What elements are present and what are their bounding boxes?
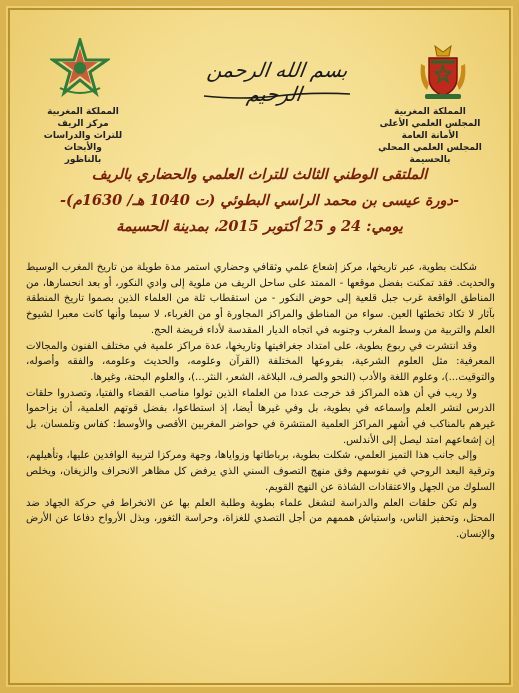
left-org-line: بالناظور bbox=[64, 155, 102, 165]
right-org-line: المجلس العلمي الأعلى bbox=[379, 119, 481, 129]
right-org-line: المجلس العلمي المحلي بالحسيمة bbox=[378, 143, 482, 165]
letterhead bbox=[6, 6, 513, 174]
left-org-line: مركز الريف bbox=[57, 119, 109, 129]
right-organization-block bbox=[365, 106, 495, 166]
body-paragraph: وقد انتشرت في ربوع بطوية، على امتداد جغرافيتها وتاريخها، عدة مراكز علمية في مختلف الفنون والمجالات المعرفية: مثل العلوم الشرعية، بفروعها المختلفة (القرآن وعلومه، والحديث وعلومه، والفقه وأصوله، والتوقيت...)، وعلوم اللغة والأدب (النحو والصرف، البلاغة، الشعر، النثر...)، والعلوم البحتة، وغيرها. bbox=[26, 340, 495, 383]
event-session: -دورة عيسى بن محمد الراسي البطوئي (ت 1040 هـ/ 1630م)- bbox=[59, 192, 460, 209]
basmala-calligraphy: بسم الله الرحمن الرحيم bbox=[205, 58, 350, 106]
left-org-line: للتراث والدراسات والأبحاث bbox=[43, 131, 123, 153]
body-paragraph: شكلت بطوية، عبر تاريخها، مركز إشعاع علمي وثقافي وحضاري استمر مدة طويلة من تاريخ المغرب الوسيط والحديث. فقد تمكنت بفضل موقعها - الممتد على ساحل الريف من ملوية إلى وادي النكور، أو بعد انحسارها، من المناطق الواقعة غرب جبل قلعية إلى حوض النكور - من استقطاب ثلة من العلماء الذين بصموا تاريخ المنطقة بآثار لا تكاد تخطئها العين. سواء من المناطق والمراكز المجاورة أو من الغرباء، لا سيما وأنها كانت معبرا لشيوخ العلم والتربية من وسط المغرب وجنوبه في اتجاه الديار المقدسة لأداء فريضة الحج. bbox=[26, 262, 495, 336]
event-date-location: يومي: 24 و 25 أكتوبر 2015، بمدينة الحسيمة bbox=[116, 218, 403, 235]
calligraphy-underline-stroke bbox=[202, 90, 352, 100]
body-paragraph: ولم تكن حلقات العلم والدراسة لتشغل علماء بطوية وطلبة العلم بها عن الانخراط في حركة الجهاد ضد المحتل، وتحفيز الناس، واستياش هممهم من أجل التصدي للغزاة، وحراسة الثغور، وبذل الأرواح دفاعا عن الأرض والإنسان. bbox=[26, 497, 495, 540]
event-title-block bbox=[24, 162, 495, 240]
moroccan-coat-of-arms-icon bbox=[417, 44, 469, 102]
body-paragraph: وإلى جانب هذا التميز العلمي، شكلت بطوية، برباطاتها وزواياها، وجهة ومركزا لتربية الوافدين عليها، وتأهيلهم، وترقية البعد الروحي في نفوسهم وفق منهج التصوف السني الذي يرفض كل مظاهر الانحراف والزيغان، ويخلص السلوك من الجهل والاعتقادات الشاذة عن النهج القويم. bbox=[26, 450, 495, 493]
rif-center-star-emblem-icon bbox=[50, 38, 110, 98]
body-paragraph: ولا ريب في أن هذه المراكز قد خرجت عددا من العلماء الذين تولوا مناصب القضاء والفتيا، وتصدروا حلقات الدرس لنشر العلم وإسماعه في بطوية، بل وفي غيرها أيضا، إذ استطاعوا، بفضل قوتهم العلمية، أن يزاحموا غيرهم بالمناكب في أشهر المراكز العلمية المنتشرة في حواضر المغربين الأقصى والأوسط: كفاس وتلمسان، بل إن إشعاعهم امتد ليصل إلى الأندلس. bbox=[26, 387, 495, 446]
right-org-line: المملكة المغربية bbox=[394, 107, 466, 117]
left-organization-block bbox=[28, 106, 138, 166]
right-org-line: الأمانة العامة bbox=[401, 131, 459, 141]
document-body bbox=[26, 260, 495, 543]
event-title: الملتقى الوطني الثالث للتراث العلمي والحضاري بالريف bbox=[91, 166, 428, 183]
left-org-line: المملكة المغربية bbox=[47, 107, 119, 117]
